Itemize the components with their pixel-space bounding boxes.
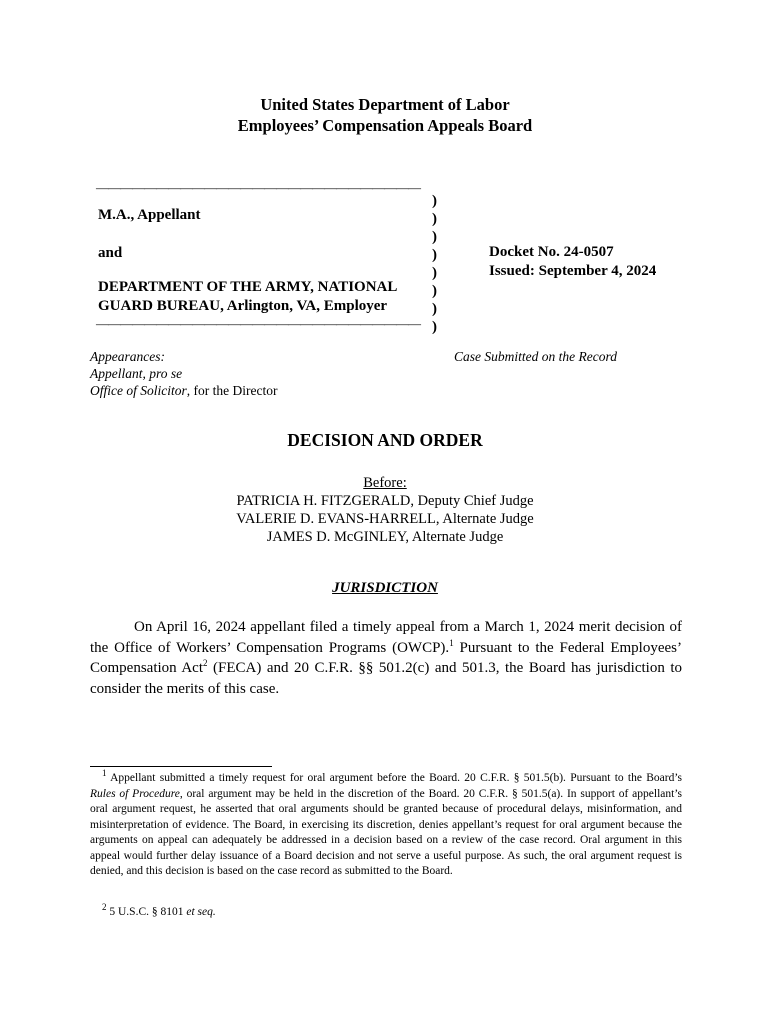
document-header [0,94,770,136]
footnote-ref-1[interactable]: 1 [449,637,454,648]
footnote-2-text: 5 U.S.C. § 8101 [106,906,187,918]
footnote-ref-2[interactable]: 2 [203,658,208,668]
jurisdiction-text-b: Pursuant to the Federal Employees’ Compensation Act [90,639,683,676]
paren: ) [432,211,437,227]
paren: ) [432,193,437,209]
caption-parentheses [432,192,437,336]
employer-line-2: GUARD BUREAU, Arlington, VA, Employer [98,298,388,314]
judge-2: VALERIE D. EVANS-HARRELL, Alternate Judge [236,511,534,527]
case-submitted-note: Case Submitted on the Record [454,349,617,364]
appearances-block [90,348,277,399]
agency-name: United States Department of Labor [260,95,510,114]
employer-name [98,278,397,316]
caption-top-rule: ——————————————————————————— [96,180,420,195]
docket-block [489,243,656,281]
caption-bottom-rule: ——————————————————————————— [96,316,420,331]
before-label: Before: [363,475,407,491]
appearances-label: Appearances: [90,349,165,364]
solicitor-appearance [90,382,277,399]
paren: ) [432,265,437,281]
docket-number: Docket No. 24-0507 [489,244,614,260]
panel-block [0,474,770,546]
paren: ) [432,319,437,335]
jurisdiction-heading: JURISDICTION [332,580,438,596]
appellant-name: M.A., Appellant [98,207,201,223]
judge-3: JAMES D. McGINLEY, Alternate Judge [266,529,504,545]
solicitor-role: , for the Director [186,383,278,398]
jurisdiction-text-c: (FECA) and 20 C.F.R. §§ 501.2(c) and 501.3, the Board has jurisdiction to consider the merits of this case. [90,660,682,697]
footnote-2-italic: et seq. [186,906,216,918]
footnote-1 [90,768,682,880]
paren: ) [432,301,437,317]
appellant-appearance: Appellant, pro se [90,366,183,381]
jurisdiction-text-a: On April 16, 2024 appellant filed a timely appeal from a March 1, 2024 merit decision of the Office of Workers’ Compensation Programs (OWCP). [90,619,682,656]
judge-1: PATRICIA H. FITZGERALD, Deputy Chief Judge [236,493,534,509]
footnote-1-italic: Rules of Procedure [90,787,180,800]
footnote-1-text-a: Appellant submitted a timely request for oral argument before the Board. 20 C.F.R. § 501.5(b). Pursuant to the Board’s [106,772,682,784]
footnote-2 [102,902,216,920]
caption-and: and [98,245,123,261]
solicitor-office: Office of Solicitor [90,383,187,398]
footnote-1-mark: 1 [102,768,107,779]
issued-date: Issued: September 4, 2024 [489,263,657,279]
paren: ) [432,229,437,245]
footnote-1-text-b: , oral argument may be held in the discretion of the Board. 20 C.F.R. § 501.5(a). In support of appellant’s oral argument request, he asserted that oral arguments should be granted because of procedural delays, misinformation, and misinterpretation of evidence. The Board, in exercising its discretion, denies appellant’s request for oral argument because the arguments on appeal can adequately be addressed in a decision based on a review of the case record. Oral argument in this appeal would further delay issuance of a Board decision and not serve a useful purpose. As such, the oral argument request is denied, and this decision is based on the case record as submitted to the Board. [90,787,682,877]
decision-title: DECISION AND ORDER [287,430,483,450]
employer-line-1: DEPARTMENT OF THE ARMY, NATIONAL [98,279,398,295]
footnote-2-mark: 2 [102,902,107,913]
jurisdiction-paragraph [90,617,682,699]
footnote-separator [90,766,272,767]
paren: ) [432,283,437,299]
board-name: Employees’ Compensation Appeals Board [237,116,533,135]
paren: ) [432,247,437,263]
